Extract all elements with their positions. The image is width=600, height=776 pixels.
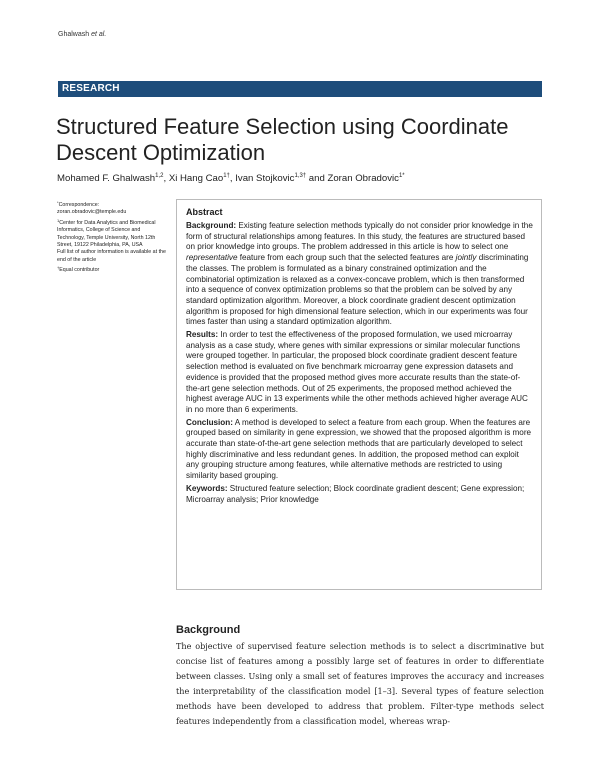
abstract-box bbox=[176, 199, 542, 590]
author-list: Mohamed F. Ghalwash$^{1,2}$, Xi Hang Cao$^{1\dagger}$, Ivan Stojkovic$^{1,3\dagger}$ and Zoran Obradovic$^{1*}$ bbox=[57, 173, 405, 184]
running-head bbox=[58, 31, 106, 38]
abstract-background-text: feature from each group such that the selected features are bbox=[237, 253, 456, 263]
running-head-etal: et al. bbox=[91, 31, 107, 38]
affiliation-mark: 1 bbox=[57, 217, 60, 223]
running-head-author: Ghalwash bbox=[58, 31, 90, 38]
correspondence-label: Correspondence: bbox=[58, 202, 100, 208]
abstract-results bbox=[186, 330, 533, 416]
correspondence-email[interactable]: zoran.obradovic@temple.edu bbox=[57, 209, 127, 216]
author-affiliation-mark: 1* bbox=[398, 173, 405, 179]
abstract-keywords-text: Structured feature selection; Block coordinate gradient descent; Gene expression; Microarray analysis; Prior knowledge bbox=[186, 483, 525, 504]
author-name: Zoran Obradovic bbox=[327, 173, 399, 184]
correspondence-mark: * bbox=[57, 200, 59, 205]
abstract-conclusion-text: A method is developed to select a feature from each group. When the features are grouped based on similarity in gene expression, we showed that the proposed algorithm is more accurate than state-of-the-art gene selection methods that are particularly developed to select highly discriminative and less redundant genes. In addition, the proposed method can exploit any grouping structure among features, while alternative methods are restricted to using similarity based grouping. bbox=[186, 417, 532, 481]
author-affiliation-mark: 1,2 bbox=[155, 173, 164, 179]
background-heading: Background bbox=[176, 624, 241, 636]
background-body: The objective of supervised feature selection methods is to select a discriminative but concise list of features among a possibly large set of features in order to differentiate between classes. Using only a small set of features improves the accuracy and increases the interpretability of the classification model [1–3]. Several types of feature selection methods have been developed to address that problem. Filter-type methods select features independently from a classification model, whereas wrap- bbox=[176, 641, 544, 726]
affiliation-center bbox=[57, 217, 169, 250]
abstract-background-text: discriminating the classes. The problem is formulated as a binary constrained optimization and the combinatorial optimization is relaxed as a convex-concave problem, which is then transformed into a sequence of convex optimization problems so that the problem can be solved by any standard optimization algorithm. Moreover, a block coordinate gradient descent optimization algorithm is proposed for high dimensional feature selection, which in our experiments was four times faster than using a standard optimization algorithm. bbox=[186, 253, 529, 327]
equal-contributor-note bbox=[57, 264, 169, 274]
abstract-keywords-label: Keywords: bbox=[186, 483, 228, 493]
abstract-conclusion-label: Conclusion: bbox=[186, 417, 233, 427]
author-affiliation-mark: 1† bbox=[223, 173, 230, 179]
equal-contributor-text: Equal contributor bbox=[59, 267, 100, 274]
abstract-results-text: In order to test the effectiveness of the proposed formulation, we used microarray analysis as a case study, where genes with similar expressions or similar molecular functions were grouped together. In particular, the proposed block coordinate gradient descent feature selection method is evaluated on five benchmark microarray gene expression datasets and evidence is provided that the proposed method gives more accurate results than the state-of-the-art gene selection methods. Out of 25 experiments, the proposed method achieved the highest average AUC in 13 experiments while the other methods achieved higher average AUC in no more than 6 experiments. bbox=[186, 330, 528, 414]
abstract-heading: Abstract bbox=[186, 207, 223, 217]
correspondence-note bbox=[57, 199, 169, 209]
abstract-background-text: Existing feature selection methods typically do not consider prior knowledge in the form of structural relationships among features. In this study, the features are structured based on prior knowledge into groups. The problem addressed in this article is how to select one bbox=[186, 221, 533, 252]
abstract-keywords bbox=[186, 484, 533, 505]
abstract-background bbox=[186, 221, 533, 328]
abstract-emphasis: representative bbox=[186, 253, 238, 263]
abstract-results-label: Results: bbox=[186, 330, 219, 340]
author-name: Ivan Stojkovic bbox=[235, 173, 295, 184]
author-name: Xi Hang Cao bbox=[168, 173, 224, 184]
affiliation-notes bbox=[57, 199, 169, 275]
affiliation-center-text: Center for Data Analytics and Biomedical Informatics, College of Science and Technology, Temple University, North 12th Street, 19122 Philadelphia, PA, USA bbox=[57, 219, 156, 249]
equal-contributor-mark: † bbox=[57, 265, 60, 271]
author-name: Mohamed F. Ghalwash bbox=[57, 173, 156, 184]
paper-title: Structured Feature Selection using Coordinate Descent Optimization bbox=[56, 114, 509, 165]
author-affiliation-mark: 1,3† bbox=[294, 173, 307, 179]
abstract-background-label: Background: bbox=[186, 221, 237, 230]
abstract-conclusion bbox=[186, 418, 533, 482]
abstract-emphasis: jointly bbox=[455, 253, 477, 263]
section-label: RESEARCH bbox=[58, 81, 542, 97]
author-info-note: Full list of author information is available at the end of the article bbox=[57, 249, 166, 263]
